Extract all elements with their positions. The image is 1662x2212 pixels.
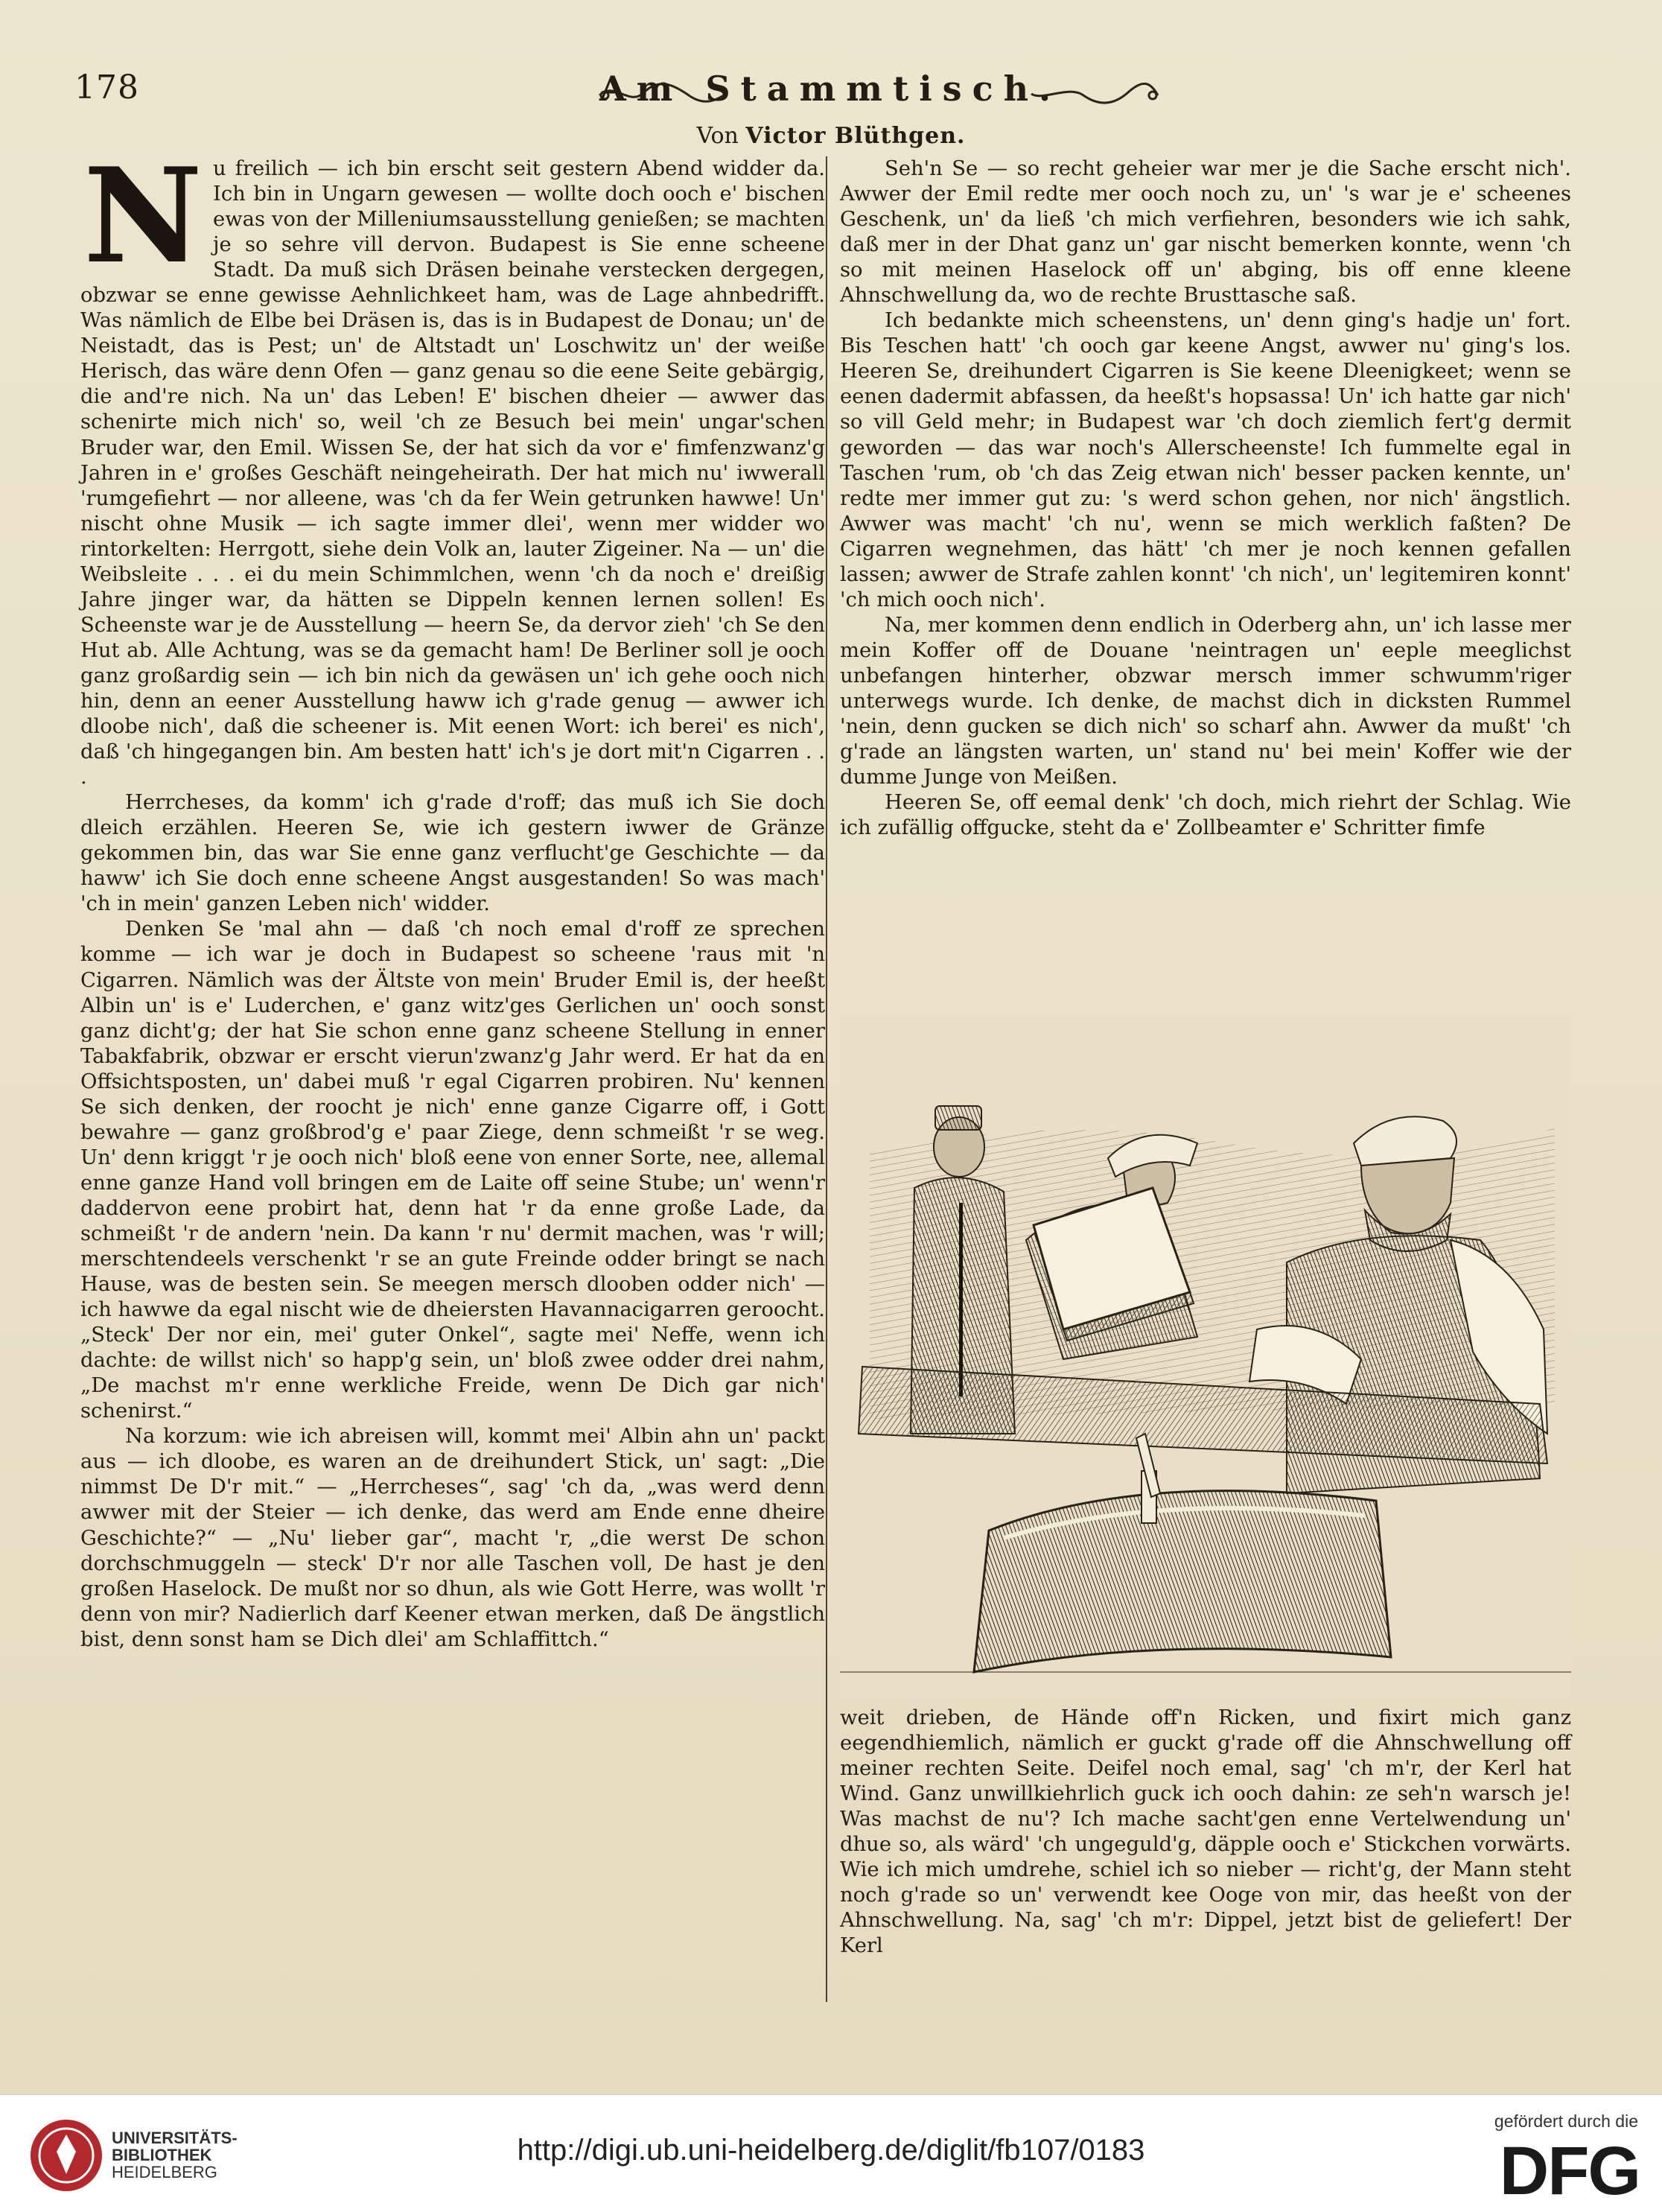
byline xyxy=(0,123,1662,149)
paragraph: Na korzum: wie ich abreisen will, kommt mei' Albin ahn un' packt aus — ich dloobe, es waren an de dreihundert Stick, un' sagt: „Die nimmst De D'r mit.“ — „Herrcheses“, sag' 'ch da, „was werd denn awwer mit der Steier — ich denke, das werd am Ende enne dheire Geschichte?“ — „Nu' lieber gar“, macht 'r, „die werst De schon dorchschmuggeln — steck' D'r nor alle Taschen voll, De hast je den großen Haselock. De mußt nor so dhun, als wie Gott Herre, was wollt 'r denn von mir? Nadierlich darf Keener etwan merken, daß De ängstlich bist, denn sonst ham se Dich dlei' am Schlaffittch.“ xyxy=(80,1425,825,1651)
right-flourish-ornament xyxy=(1028,79,1162,109)
library-line: BIBLIOTHEK xyxy=(112,2146,212,2164)
right-column-top xyxy=(840,156,1571,841)
paragraph: Heeren Se, off eemal denk' 'ch doch, mich riehrt der Schlag. Wie ich zufällig offgucke, steht da e' Zollbeamter e' Schritter fimfe xyxy=(840,791,1571,840)
paragraph: Seh'n Se — so recht geheier war mer je die Sache erscht nich'. Awwer der Emil redte mer ooch noch zu, un' 's war je e' scheenes Geschenk, un' da ließ 'ch mich verfiehren, besonders wie ich sahk, daß mer in der Dhat ganz un' gar nischt bemerken konnte, wenn 'ch so mit meinen Haselock off un' abging, bis off enne kleene Ahnschwellung da, wo de rechte Brusttasche saß. xyxy=(840,157,1571,308)
paragraph xyxy=(80,140,825,790)
funding-label: gefördert durch die xyxy=(1494,2111,1638,2131)
paragraph: weit drieben, de Hände off'n Ricken, und fixirt mich ganz eegendhiemlich, nämlich er guckt g'rade off die Ahnschwellung off meiner rechten Seite. Deifel noch emal, sag' 'ch m'r, der Kerl hat Wind. Ganz unwillkiehrlich guck ich ooch dahin: ze seh'n warsch je! Was machst de nu'? Ich mache sacht'gen enne Vertelwendung un' dhue so, als wärd' 'ch ungeguld'g, däpple ooch e' Stickchen vorwärts. Wie ich mich umdrehe, schiel ich so nieber — richt'g, der Mann steht noch g'rade so un' verwendt kee Ooge von mir, das heeßt von der Ahnschwellung. Na, sag' 'ch m'r: Dippel, jetzt bist de geliefert! Der Kerl xyxy=(840,1706,1571,1958)
running-title: Am Stammtisch. xyxy=(599,69,1062,109)
dfg-logo: DFG xyxy=(1499,2133,1640,2209)
left-column xyxy=(80,140,825,1653)
paragraph-text: u freilich — ich bin erscht seit gestern Abend widder da. Ich bin in Ungarn gewesen — wollte doch ooch e' bischen ewas von der Milleniumsausstellung genießen; se machten je so sehre vill dervon. Budapest is Sie enne scheene Stadt. Da muß sich Dräsen beinahe verstecken dergegen, obzwar se enne gewisse Aehnlichkeet ham, was de Lage ahnbedrifft. Was nämlich de Elbe bei Dräsen is, das is in Budapest de Donau; un' de Neistadt, das is Pest; un' de Altstadt un' Loschwitz un' der weiße Herisch, das wäre denn Ofen — ganz genau so die eene Seite gebärgig, die and're nich. Na un' das Leben! E' bischen dheier — awwer das schenirte mich nich' so, weil 'ch ze Besuch bei mein' ungar'schen Bruder war, den Emil. Wissen Se, der hat sich da vor e' fimfenzwanz'g Jahren in e' großes Geschäft neingeheirath. Der hat mich nu' iwwerall 'rumgefiehrt — nor alleene, was 'ch da fer Wein getrunken hawwe! Un' nischt ohne Musik — ich sagte immer dlei', wenn mer widder wo rintorkelten: Herrgott, siehe dein Volk an, lauter Zigeiner. Na — un' die Weibsleite . . . ei du mein Schimmlchen, wenn 'ch da noch e' dreißig Jahre jinger war, da hätten se Dippeln kennen lernen sollen! Es Scheenste war je de Ausstellung — heern Se, da dervor zieh' 'ch Se den Hut ab. Alle Achtung, was se da gemacht ham! De Berliner soll je ooch ganz großardig sein — ich bin nich da gewäsen un' ich gehe ooch nich hin, denn an eener Ausstellung haww ich g'rade genug — awwer ich dloobe nich', daß die scheener is. Mit eenen Wort: ich berei' es nich', daß 'ch hingegangen bin. Am besten hatt' ich's je dort mit'n Cigarren . . . xyxy=(80,157,825,789)
byline-prefix: Von xyxy=(696,123,739,149)
library-line: HEIDELBERG xyxy=(112,2163,217,2181)
page-header xyxy=(74,69,1586,121)
source-url-link[interactable]: http://digi.ub.uni-heidelberg.de/diglit/fb107/0183 xyxy=(517,2134,1145,2167)
library-line: UNIVERSITÄTS- xyxy=(112,2129,238,2147)
paragraph: Ich bedankte mich scheenstens, un' denn ging's hadje un' fort. Bis Teschen hatt' 'ch ooch gar keene Angst, awwer nu' ging's los. Heeren Se, dreihundert Cigarren is Sie keene Dleenigkeet; wenn se eenen dadermit abfassen, da heeßt's hopsassa! Un' ich hatte gar nich' so vill Geld mehr; in Budapest war 'ch doch ziemlich fert'g dermit geworden — das war noch's Allerscheenste! Ich fummelte egal in Taschen 'rum, ob 'ch das Zeig etwan nich' besser packen kennte, un' redte mer immer gut zu: 's werd schon gehen, nor nich' ängstlich. Awwer was macht' 'ch nu', wenn se mich werklich faßten? De Cigarren wegnehmen, das hätt' 'ch mer je noch kennen gefallen lassen; awwer de Strafe zahlen konnt' 'ch nich', un' legitemiren konnt' 'ch mich ooch nich'. xyxy=(840,309,1571,611)
right-column-bottom xyxy=(840,1706,1571,1959)
paragraph: Na, mer kommen denn endlich in Oderberg ahn, un' ich lasse mer mein Koffer off de Douane 'neintragen un' eeple meeglichst unbefangen hinterher, obzwar mersch immer schwumm'riger unterwegs wurde. Ich denke, de machst dich in dicksten Rummel 'nein, denn gucken se dich nich' so scharf ahn. Awwer da mußt' 'ch g'rade an längsten warten, un' stand nu' bei mein' Koffer wie der dumme Junge von Meißen. xyxy=(840,613,1571,789)
page-number: 178 xyxy=(74,69,139,107)
decorative-dropcap: N xyxy=(83,140,203,293)
engraving-illustration xyxy=(840,1017,1571,1698)
paragraph: Herrcheses, da komm' ich g'rade d'roff; das muß ich Sie doch dleich erzählen. Heeren Se, wie ich gestern iwwer de Gränze gekommen bin, das war Sie enne ganz verflucht'ge Geschichte — da haww' ich Sie doch enne scheene Angst ausgestanden! So was mach' 'ch in mein' ganzen Leben nich' widder. xyxy=(80,791,825,916)
paragraph: Denken Se 'mal ahn — daß 'ch noch emal d'roff ze sprechen komme — ich war je doch in Budapest so scheene 'raus mit 'n Cigarren. Nämlich was der Ältste von mein' Bruder Emil is, der heeßt Albin un' is e' Luderchen, e' ganz witz'ges Gerlichen un' ooch sonst ganz dicht'g; der hat Sie schon enne ganz scheene Stellung in enner Tabakfabrik, obzwar er erscht vierun'zwanz'g Jahr werd. Er hat da en Offsichtsposten, un' dabei muß 'r egal Cigarren probiren. Nu' kennen Se sich denken, der roocht je nich' enne ganze Cigarre off, i Gott bewahre — ganz großbrod'g e' paar Ziege, denn schmeißt 'r se weg. Un' denn kriggt 'r je ooch nich' bloß eene von enner Sorte, nee, allemal enne ganze Hand voll bringen em de Laite off seine Stube; un' wenn'r daddervon eene probirt hat, denn hat 'r da enne große Lade, da schmeißt 'r de andern 'nein. Da kann 'r nu' dermit machen, was 'r will; merschtendeels verschenkt 'r se an gute Freinde odder bringt se nach Hause, was de besten sein. Se meegen mersch dlooben odder nich' — ich hawwe da egal nischt wie de dheiersten Havannacigarren geroocht. „Steck' Der nor ein, mei' guter Onkel“, sagte mei' Neffe, wenn ich dachte: de willst nich' so happ'g sein, un' bloß zwee odder drei nahm, „De machst m'r enne werkliche Freide, wenn De Dich gar nich' schenirst.“ xyxy=(80,918,825,1423)
digitization-footer xyxy=(0,2094,1662,2212)
byline-author: Victor Blüthgen. xyxy=(745,123,966,149)
column-divider xyxy=(826,156,827,2002)
